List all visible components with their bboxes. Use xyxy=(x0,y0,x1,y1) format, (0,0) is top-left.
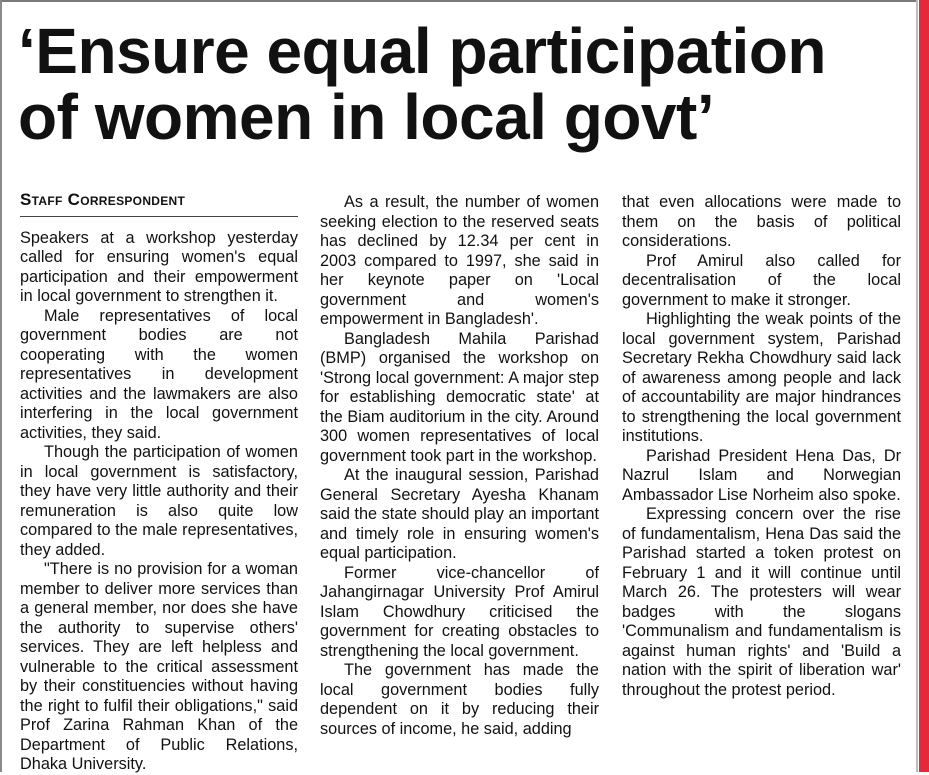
paragraph: At the inaugural session, Parishad General Secretary Ayesha Khanam said the state should play an important and timely role in ensuring women's equal participation. xyxy=(320,466,599,562)
paragraph: As a result, the number of women seeking election to the reserved seats has declined by 12.34 per cent in 2003 compared to 1997, she said in her keynote paper on 'Local government and women's empowerment in Bangladesh'. xyxy=(320,193,599,328)
right-border xyxy=(916,0,918,772)
headline-line-2: of women in local govt’ xyxy=(18,81,715,153)
paragraph: Highlighting the weak points of the local government system, Parishad Secretary Rekha Chowdhury said lack of awareness among people and lack of accountability are major hindrances to strengthening the local government institutions. xyxy=(622,310,901,445)
top-border xyxy=(0,0,918,2)
paragraph: "There is no provision for a woman member to deliver more services than a general member, nor does she have the authority to supervise others' services. They are left helpless and vulnerable to the critical assessment by their constituencies without having the right to fulfil their obligations," said Prof Zarina Rahman Khan of the Department of Public Relations, Dhaka University. xyxy=(20,560,298,773)
article-headline xyxy=(18,15,913,153)
paragraph: Bangladesh Mahila Parishad (BMP) organised the workshop on 'Strong local government: A major step for establishing democratic state' at the Biam auditorium in the city. Around 300 women representatives of local government took part in the workshop. xyxy=(320,329,599,465)
article-column-1 xyxy=(20,190,298,775)
paragraph: Prof Amirul also called for decentralisation of the local government to make it stronger. xyxy=(622,251,901,309)
paragraph: Though the participation of women in local government is satisfactory, they have very little authority and their remuneration is also quite low compared to the male representatives, they added. xyxy=(20,443,298,559)
paragraph: Male representatives of local government bodies are not cooperating with the women representatives in development activities and the lawmakers are also interfering in the local government activities, they said. xyxy=(20,306,298,442)
red-edge-bar xyxy=(919,0,929,772)
paragraph: that even allocations were made to them on the basis of political considerations. xyxy=(622,193,901,250)
headline-line-1: ‘Ensure equal participation xyxy=(18,15,826,87)
paragraph: The government has made the local government bodies fully dependent on it by reducing their sources of income, he said, adding xyxy=(320,661,599,738)
paragraph: Former vice-chancellor of Jahangirnagar University Prof Amirul Islam Chowdhury criticised the government for creating obstacles to strengthening the local government. xyxy=(320,563,599,660)
paragraph: Parishad President Hena Das, Dr Nazrul Islam and Norwegian Ambassador Lise Norheim also spoke. xyxy=(622,446,901,504)
paragraph: Speakers at a workshop yesterday called for ensuring women's equal participation and their empowerment in local government to strengthen it. xyxy=(20,228,298,305)
article-column-2 xyxy=(320,193,599,739)
byline: Staff Correspondent xyxy=(20,190,298,217)
left-border xyxy=(0,0,2,772)
article-column-3 xyxy=(622,193,901,700)
paragraph: Expressing concern over the rise of fundamentalism, Hena Das said the Parishad started a token protest on February 1 and it will continue until March 26. The protesters will wear badges with the slogans 'Communalism and fundamentalism is against human rights' and 'Build a nation with the spirit of liberation war' throughout the protest period. xyxy=(622,505,901,699)
